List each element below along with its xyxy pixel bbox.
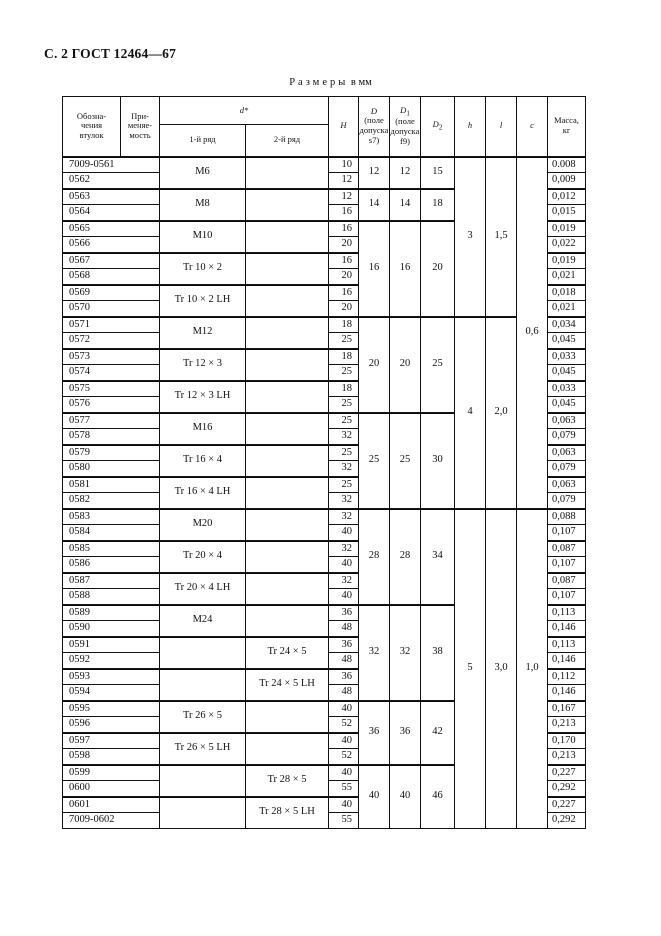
mass-cell: 0,033	[548, 381, 586, 397]
thread-row2-cell	[246, 701, 329, 733]
l-cell: 3,0	[486, 509, 517, 829]
application-cell	[121, 733, 160, 749]
thread-row2-cell: Tr 24 × 5 LH	[246, 669, 329, 701]
D2-cell: 38	[421, 605, 455, 701]
designation-cell: 0597	[63, 733, 121, 749]
application-cell	[121, 461, 160, 477]
mass-cell: 0,146	[548, 621, 586, 637]
thread-row1-cell	[160, 637, 246, 669]
application-cell	[121, 621, 160, 637]
mass-cell: 0,015	[548, 205, 586, 221]
H-cell: 25	[329, 397, 359, 413]
mass-cell: 0,087	[548, 541, 586, 557]
H-cell: 40	[329, 733, 359, 749]
mass-cell: 0,167	[548, 701, 586, 717]
designation-cell: 0582	[63, 493, 121, 509]
thread-row1-cell: Tr 12 × 3	[160, 349, 246, 381]
application-cell	[121, 749, 160, 765]
H-cell: 32	[329, 573, 359, 589]
thread-row1-cell: Tr 10 × 2	[160, 253, 246, 285]
designation-cell: 0576	[63, 397, 121, 413]
H-cell: 18	[329, 349, 359, 365]
H-cell: 36	[329, 605, 359, 621]
mass-cell: 0,045	[548, 333, 586, 349]
D2-cell: 42	[421, 701, 455, 765]
application-cell	[121, 253, 160, 269]
H-cell: 32	[329, 461, 359, 477]
designation-cell: 0566	[63, 237, 121, 253]
application-cell	[121, 349, 160, 365]
designation-cell: 0565	[63, 221, 121, 237]
H-cell: 18	[329, 381, 359, 397]
thread-row1-cell	[160, 797, 246, 829]
D1-cell: 16	[390, 221, 421, 317]
header-D2: $D_2$	[421, 97, 455, 157]
designation-cell: 0593	[63, 669, 121, 685]
thread-row2-cell	[246, 509, 329, 541]
application-cell	[121, 397, 160, 413]
thread-row1-cell: Tr 26 × 5	[160, 701, 246, 733]
thread-row1-cell: M16	[160, 413, 246, 445]
mass-cell: 0,063	[548, 413, 586, 429]
application-cell	[121, 477, 160, 493]
H-cell: 25	[329, 333, 359, 349]
header-mass: Масса, кг	[548, 97, 586, 157]
header-row1: 1-й ряд	[160, 125, 246, 157]
thread-row2-cell: Tr 28 × 5	[246, 765, 329, 797]
mass-cell: 0,107	[548, 525, 586, 541]
thread-row1-cell: M12	[160, 317, 246, 349]
thread-row2-cell	[246, 157, 329, 189]
H-cell: 20	[329, 301, 359, 317]
designation-cell: 0601	[63, 797, 121, 813]
mass-cell: 0,087	[548, 573, 586, 589]
D1-cell: 36	[390, 701, 421, 765]
application-cell	[121, 589, 160, 605]
mass-cell: 0,019	[548, 221, 586, 237]
designation-cell: 7009-0561	[63, 157, 121, 173]
application-cell	[121, 717, 160, 733]
thread-row1-cell	[160, 669, 246, 701]
application-cell	[121, 381, 160, 397]
application-cell	[121, 781, 160, 797]
D-cell: 14	[359, 189, 390, 221]
D1-cell: 14	[390, 189, 421, 221]
thread-row2-cell	[246, 445, 329, 477]
thread-row2-cell	[246, 317, 329, 349]
mass-cell: 0,146	[548, 685, 586, 701]
designation-cell: 0585	[63, 541, 121, 557]
thread-row2-cell	[246, 349, 329, 381]
mass-cell: 0,034	[548, 317, 586, 333]
thread-row1-cell	[160, 765, 246, 797]
thread-row2-cell: Tr 24 × 5	[246, 637, 329, 669]
H-cell: 48	[329, 653, 359, 669]
mass-cell: 0,045	[548, 397, 586, 413]
application-cell	[121, 269, 160, 285]
application-cell	[121, 557, 160, 573]
application-cell	[121, 541, 160, 557]
application-cell	[121, 493, 160, 509]
mass-cell: 0,107	[548, 557, 586, 573]
table-row	[63, 509, 586, 525]
H-cell: 55	[329, 813, 359, 829]
designation-cell: 0578	[63, 429, 121, 445]
thread-row1-cell: Tr 20 × 4 LH	[160, 573, 246, 605]
mass-cell: 0,107	[548, 589, 586, 605]
h-cell: 5	[455, 509, 486, 829]
application-cell	[121, 365, 160, 381]
table-row	[63, 317, 586, 333]
application-cell	[121, 189, 160, 205]
application-cell	[121, 317, 160, 333]
application-cell	[121, 685, 160, 701]
H-cell: 40	[329, 525, 359, 541]
application-cell	[121, 813, 160, 829]
header-row2: 2-й ряд	[246, 125, 329, 157]
mass-cell: 0,227	[548, 765, 586, 781]
application-cell	[121, 445, 160, 461]
thread-row1-cell: Tr 12 × 3 LH	[160, 381, 246, 413]
application-cell	[121, 237, 160, 253]
thread-row1-cell: M8	[160, 189, 246, 221]
l-cell: 2,0	[486, 317, 517, 509]
D2-cell: 34	[421, 509, 455, 605]
mass-cell: 0,009	[548, 173, 586, 189]
D-cell: 36	[359, 701, 390, 765]
designation-cell: 0579	[63, 445, 121, 461]
H-cell: 48	[329, 621, 359, 637]
designation-cell: 0563	[63, 189, 121, 205]
D1-cell: 40	[390, 765, 421, 829]
c-cell: 1,0	[517, 509, 548, 829]
designation-cell: 0591	[63, 637, 121, 653]
D2-cell: 25	[421, 317, 455, 413]
application-cell	[121, 653, 160, 669]
H-cell: 32	[329, 509, 359, 525]
mass-cell: 0,088	[548, 509, 586, 525]
designation-cell: 0571	[63, 317, 121, 333]
header-H: H	[329, 97, 359, 157]
designation-cell: 0575	[63, 381, 121, 397]
application-cell	[121, 333, 160, 349]
H-cell: 25	[329, 445, 359, 461]
H-cell: 20	[329, 237, 359, 253]
thread-row1-cell: Tr 26 × 5 LH	[160, 733, 246, 765]
caption-sizes: Размеры	[289, 77, 349, 88]
mass-cell: 0,292	[548, 813, 586, 829]
thread-row1-cell: Tr 20 × 4	[160, 541, 246, 573]
mass-cell: 0,021	[548, 269, 586, 285]
mass-cell: 0,146	[548, 653, 586, 669]
designation-cell: 0570	[63, 301, 121, 317]
D2-cell: 15	[421, 157, 455, 189]
thread-row2-cell	[246, 381, 329, 413]
mass-cell: 0,022	[548, 237, 586, 253]
D-cell: 28	[359, 509, 390, 605]
designation-cell: 0567	[63, 253, 121, 269]
application-cell	[121, 173, 160, 189]
l-cell: 1,5	[486, 157, 517, 317]
header-application: При- меняе- мость	[121, 97, 160, 157]
designation-cell: 0587	[63, 573, 121, 589]
mass-cell: 0,292	[548, 781, 586, 797]
header-c: c	[517, 97, 548, 157]
c-cell: 0,6	[517, 157, 548, 509]
D-cell: 16	[359, 221, 390, 317]
H-cell: 16	[329, 221, 359, 237]
thread-row1-cell: M24	[160, 605, 246, 637]
thread-row1-cell: Tr 16 × 4 LH	[160, 477, 246, 509]
designation-cell: 0583	[63, 509, 121, 525]
H-cell: 36	[329, 637, 359, 653]
designation-cell: 0586	[63, 557, 121, 573]
thread-row2-cell	[246, 733, 329, 765]
application-cell	[121, 205, 160, 221]
designation-cell: 0588	[63, 589, 121, 605]
H-cell: 40	[329, 589, 359, 605]
header-h: h	[455, 97, 486, 157]
mass-cell: 0,063	[548, 477, 586, 493]
application-cell	[121, 605, 160, 621]
caption-units: в мм	[350, 77, 372, 88]
table-body	[63, 157, 586, 829]
mass-cell: 0,213	[548, 717, 586, 733]
table-row	[63, 157, 586, 173]
application-cell	[121, 285, 160, 301]
mass-cell: 0,021	[548, 301, 586, 317]
designation-cell: 0569	[63, 285, 121, 301]
H-cell: 40	[329, 797, 359, 813]
application-cell	[121, 637, 160, 653]
header-designation: Обозна- чения втулок	[63, 97, 121, 157]
dimensions-table	[62, 96, 586, 829]
D-cell: 20	[359, 317, 390, 413]
application-cell	[121, 573, 160, 589]
thread-row2-cell: Tr 28 × 5 LH	[246, 797, 329, 829]
mass-cell: 0,213	[548, 749, 586, 765]
designation-cell: 0562	[63, 173, 121, 189]
header-l: l	[486, 97, 517, 157]
designation-cell: 0580	[63, 461, 121, 477]
thread-row1-cell: Tr 16 × 4	[160, 445, 246, 477]
page-header: С. 2 ГОСТ 12464—67	[44, 46, 177, 61]
D1-cell: 28	[390, 509, 421, 605]
H-cell: 40	[329, 765, 359, 781]
application-cell	[121, 701, 160, 717]
designation-cell: 0573	[63, 349, 121, 365]
mass-cell: 0,113	[548, 637, 586, 653]
H-cell: 32	[329, 493, 359, 509]
designation-cell: 7009-0602	[63, 813, 121, 829]
D2-cell: 20	[421, 221, 455, 317]
table-caption	[0, 77, 661, 88]
H-cell: 25	[329, 477, 359, 493]
designation-cell: 0564	[63, 205, 121, 221]
H-cell: 10	[329, 157, 359, 173]
H-cell: 16	[329, 205, 359, 221]
thread-row2-cell	[246, 285, 329, 317]
application-cell	[121, 797, 160, 813]
H-cell: 32	[329, 541, 359, 557]
thread-row2-cell	[246, 253, 329, 285]
designation-cell: 0581	[63, 477, 121, 493]
application-cell	[121, 429, 160, 445]
D2-cell: 46	[421, 765, 455, 829]
H-cell: 32	[329, 429, 359, 445]
mass-cell: 0,112	[548, 669, 586, 685]
H-cell: 48	[329, 685, 359, 701]
D1-cell: 25	[390, 413, 421, 509]
thread-row1-cell: Tr 10 × 2 LH	[160, 285, 246, 317]
mass-cell: 0,018	[548, 285, 586, 301]
header-D: D (поле допуска s7)	[359, 97, 390, 157]
application-cell	[121, 157, 160, 173]
D1-cell: 32	[390, 605, 421, 701]
H-cell: 25	[329, 413, 359, 429]
H-cell: 16	[329, 285, 359, 301]
header-D1: $D_1$ (поле допуска f9)	[390, 97, 421, 157]
mass-cell: 0.008	[548, 157, 586, 173]
mass-cell: 0,063	[548, 445, 586, 461]
H-cell: 20	[329, 269, 359, 285]
designation-cell: 0599	[63, 765, 121, 781]
D2-cell: 30	[421, 413, 455, 509]
application-cell	[121, 765, 160, 781]
D1-cell: 20	[390, 317, 421, 413]
designation-cell: 0598	[63, 749, 121, 765]
thread-row2-cell	[246, 605, 329, 637]
designation-cell: 0600	[63, 781, 121, 797]
thread-row1-cell: M10	[160, 221, 246, 253]
designation-cell: 0574	[63, 365, 121, 381]
mass-cell: 0,019	[548, 253, 586, 269]
H-cell: 52	[329, 749, 359, 765]
designation-cell: 0592	[63, 653, 121, 669]
thread-row2-cell	[246, 541, 329, 573]
designation-cell: 0595	[63, 701, 121, 717]
application-cell	[121, 525, 160, 541]
application-cell	[121, 509, 160, 525]
application-cell	[121, 413, 160, 429]
application-cell	[121, 669, 160, 685]
D1-cell: 12	[390, 157, 421, 189]
H-cell: 36	[329, 669, 359, 685]
mass-cell: 0,170	[548, 733, 586, 749]
thread-row1-cell: M20	[160, 509, 246, 541]
thread-row2-cell	[246, 573, 329, 605]
h-cell: 4	[455, 317, 486, 509]
application-cell	[121, 301, 160, 317]
designation-cell: 0589	[63, 605, 121, 621]
H-cell: 55	[329, 781, 359, 797]
mass-cell: 0,227	[548, 797, 586, 813]
D-cell: 40	[359, 765, 390, 829]
designation-cell: 0568	[63, 269, 121, 285]
designation-cell: 0572	[63, 333, 121, 349]
H-cell: 40	[329, 557, 359, 573]
mass-cell: 0,079	[548, 429, 586, 445]
designation-cell: 0594	[63, 685, 121, 701]
D2-cell: 18	[421, 189, 455, 221]
D-cell: 25	[359, 413, 390, 509]
mass-cell: 0,079	[548, 493, 586, 509]
thread-row2-cell	[246, 413, 329, 445]
mass-cell: 0,012	[548, 189, 586, 205]
designation-cell: 0584	[63, 525, 121, 541]
H-cell: 40	[329, 701, 359, 717]
table-header	[63, 97, 586, 157]
H-cell: 52	[329, 717, 359, 733]
designation-cell: 0596	[63, 717, 121, 733]
H-cell: 16	[329, 253, 359, 269]
designation-cell: 0577	[63, 413, 121, 429]
H-cell: 12	[329, 173, 359, 189]
header-d: d*	[160, 97, 329, 125]
thread-row2-cell	[246, 189, 329, 221]
H-cell: 18	[329, 317, 359, 333]
H-cell: 25	[329, 365, 359, 381]
application-cell	[121, 221, 160, 237]
mass-cell: 0,113	[548, 605, 586, 621]
designation-cell: 0590	[63, 621, 121, 637]
thread-row2-cell	[246, 477, 329, 509]
mass-cell: 0,033	[548, 349, 586, 365]
mass-cell: 0,079	[548, 461, 586, 477]
H-cell: 12	[329, 189, 359, 205]
thread-row1-cell: M6	[160, 157, 246, 189]
D-cell: 32	[359, 605, 390, 701]
mass-cell: 0,045	[548, 365, 586, 381]
thread-row2-cell	[246, 221, 329, 253]
h-cell: 3	[455, 157, 486, 317]
D-cell: 12	[359, 157, 390, 189]
